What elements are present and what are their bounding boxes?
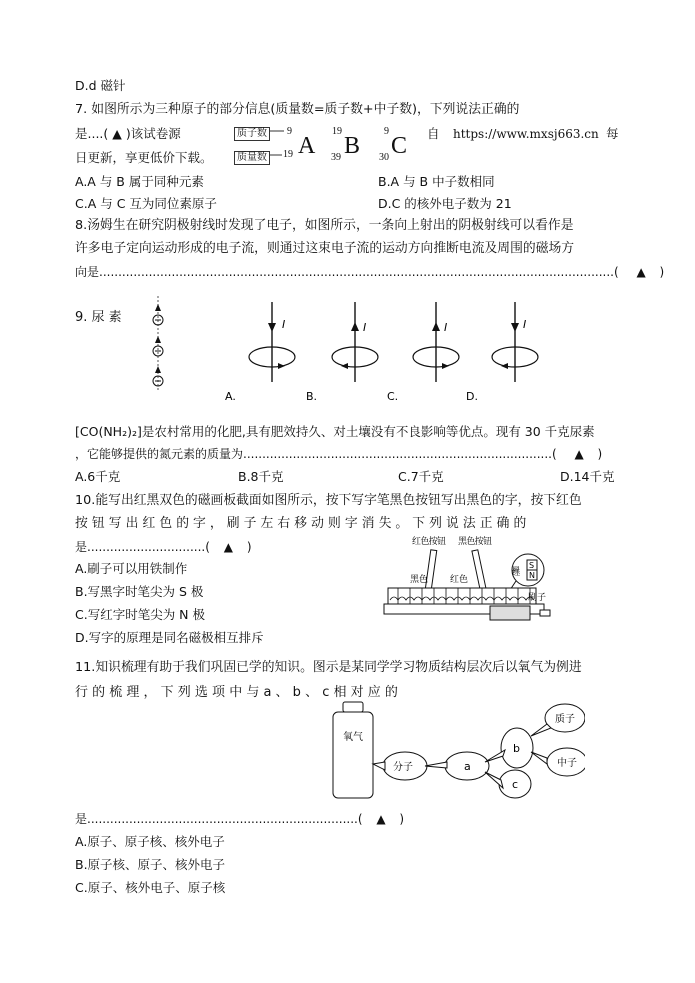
q7-line3: 日更新，享更低价下载。 xyxy=(75,150,213,165)
red-label: 红色 xyxy=(450,575,469,585)
q11-option-c: C.原子、核外电子、原子核 xyxy=(75,880,226,895)
electron-3 xyxy=(153,366,163,386)
q7-option-c: C.A 与 C 互为同位素原子 xyxy=(75,196,217,211)
current-label-b: I xyxy=(363,321,367,334)
q7-option-d: D.C 的核外电子数为 21 xyxy=(378,196,512,211)
q9-option-b: B.8千克 xyxy=(238,469,284,484)
q6-option-d: D.d 磁针 xyxy=(75,78,126,93)
q8-line2: 许多电子定向运动形成的电子流，则通过这束电子流的运动方向推断电流及周围的磁场方 xyxy=(75,241,575,256)
q7-line2-start: 是....( xyxy=(75,126,109,141)
molecule-label: 分子 xyxy=(393,762,413,773)
choice-d-diagram xyxy=(492,302,538,382)
q9-option-c: C.7千克 xyxy=(398,469,444,484)
q10-option-b: B.写黑字时笔尖为 S 极 xyxy=(75,584,204,599)
element-b-symbol: B xyxy=(344,133,361,159)
q11-option-b: B.原子核、原子、核外电子 xyxy=(75,857,226,872)
q7-line1: 7. 如图所示为三种原子的部分信息(质量数=质子数+中子数)，下列说法正确的 xyxy=(75,102,520,117)
element-c-symbol: C xyxy=(391,133,408,159)
node-b-label: b xyxy=(513,742,520,755)
s-pole-label: S xyxy=(529,561,535,570)
q7-option-a: A.A 与 B 属于同种元素 xyxy=(75,174,204,189)
q9-option-a: A.6千克 xyxy=(75,469,121,484)
choice-b-diagram xyxy=(332,302,378,382)
q9-line2: [CO(NH₂)₂]是农村常用的化肥,具有肥效持久、对土壤没有不良影响等优点。现有 30 千克尿素 xyxy=(75,424,595,439)
q11-option-a: A.原子、原子核、核外电子 xyxy=(75,834,225,849)
q7-line2 xyxy=(75,126,181,142)
c-mass-number: 30 xyxy=(379,152,389,163)
q7-option-b: B.A 与 B 中子数相同 xyxy=(378,174,495,189)
answer-triangle: ▲ xyxy=(223,540,233,554)
answer-triangle: ▲ xyxy=(636,265,646,279)
brush-label: 刷子 xyxy=(528,593,547,603)
q10-line1: 10.能写出红黑双色的磁画板截面如图所示，按下写字笔黑色按钮写出黑色的字，按下红色 xyxy=(75,493,582,508)
red-button-label: 红色按钮 xyxy=(412,537,446,547)
node-c-label: c xyxy=(512,778,519,791)
a-proton-number: 9 xyxy=(287,126,292,137)
source-url-link[interactable]: https://www.mxsj663.cn xyxy=(453,127,599,141)
answer-triangle: ▲ xyxy=(574,447,584,461)
q9-label: 9. 尿 素 xyxy=(75,310,122,325)
proton-label: 质子 xyxy=(555,714,575,725)
choice-label-d: D. xyxy=(466,390,478,403)
proton-number-label: 质子数 xyxy=(234,124,270,141)
q8-line1: 8.汤姆生在研究阴极射线时发现了电子，如图所示，一条向上射出的阴极射线可以看作是 xyxy=(75,218,574,233)
current-label-a: I xyxy=(282,318,286,331)
answer-triangle: ▲ xyxy=(376,812,386,826)
choice-label-c: C. xyxy=(387,390,399,403)
q11-line3: 是.......................................................................( ▲ ) xyxy=(75,812,405,826)
q10-option-c: C.写红字时笔尖为 N 极 xyxy=(75,607,205,622)
q9-line3: ，它能够提供的氮元素的质量为.................................................................................( ▲ ) xyxy=(75,447,603,461)
q10-line3: 是...............................( ▲ ) xyxy=(75,540,252,554)
q10-option-a: A.刷子可以用铁制作 xyxy=(75,561,188,576)
node-a-label: a xyxy=(464,760,471,773)
n-pole-label: N xyxy=(529,571,535,580)
answer-triangle: ▲ xyxy=(112,126,122,141)
element-a-symbol: A xyxy=(298,133,316,159)
neutron-label: 中子 xyxy=(557,758,577,769)
oxygen-label: 氧气 xyxy=(343,732,363,743)
a-mass-number: 19 xyxy=(283,149,293,160)
magnetic-board-figure xyxy=(380,532,620,632)
brush xyxy=(490,606,530,620)
mass-number-label: 质量数 xyxy=(234,148,270,165)
b-proton-number: 19 xyxy=(332,126,342,137)
black-red-label: 黑红 xyxy=(511,566,521,576)
choice-c-diagram xyxy=(413,302,459,382)
q10-line2: 按 钮 写 出 红 色 的 字 ， 刷 子 左 右 移 动 则 字 消 失 。 下 列 说 法 正 确 的 xyxy=(75,516,527,531)
q10-option-d: D.写字的原理是同名磁极相互排斥 xyxy=(75,630,264,645)
choice-a-diagram xyxy=(249,302,295,382)
q11-line1: 11.知识梳理有助于我们巩固已学的知识。图示是某同学学习物质结构层次后以氧气为例进 xyxy=(75,660,582,675)
choice-label-b: B. xyxy=(306,390,318,403)
c-proton-number: 9 xyxy=(384,126,389,137)
q8-line3: 向是.......................................................................................................................................( ▲ ) xyxy=(75,265,665,279)
b-mass-number: 39 xyxy=(331,152,341,163)
current-label-c: I xyxy=(444,321,448,334)
concept-map-figure xyxy=(325,698,585,810)
q7-line2-mid: )该试卷源 xyxy=(125,126,181,141)
cathode-ray-figure xyxy=(145,290,585,405)
q11-line2: 行 的 梳 理 ， 下 列 选 项 中 与 a 、 b 、 c 相 对 应 的 xyxy=(75,685,398,700)
choice-label-a: A. xyxy=(225,390,236,403)
black-label: 黑色 xyxy=(410,575,429,585)
black-button-label: 黑色按钮 xyxy=(458,537,492,547)
current-label-d: I xyxy=(523,318,527,331)
q7-source-end: 每 xyxy=(606,126,619,141)
q7-source-mid: 自 xyxy=(427,126,440,141)
q9-option-d: D.14千克 xyxy=(560,469,615,484)
